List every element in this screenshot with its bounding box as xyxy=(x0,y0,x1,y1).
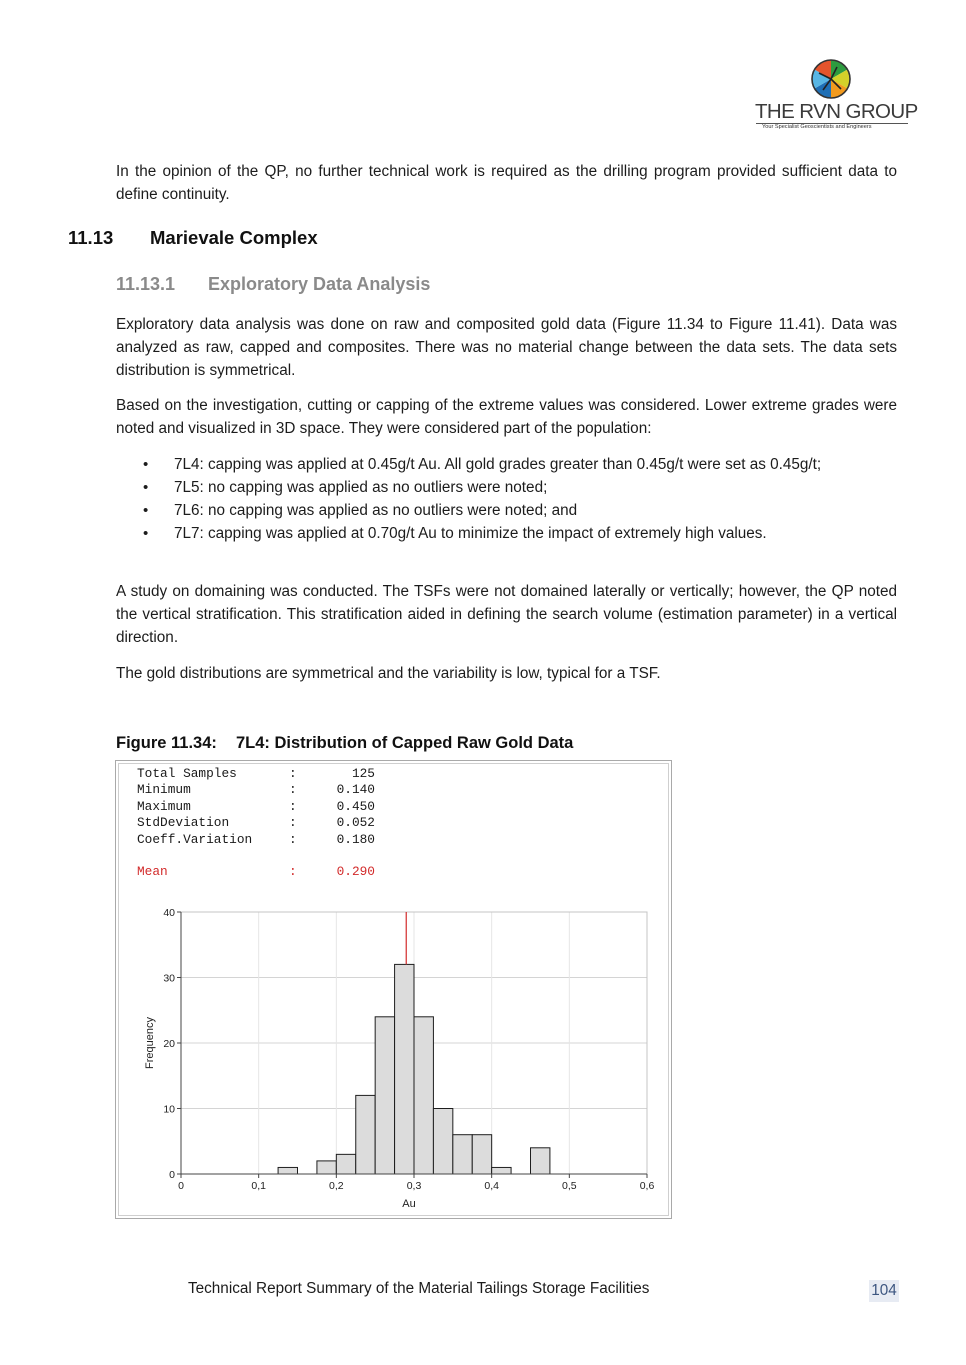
logo-wordmark: THE RVN GROUP xyxy=(755,100,918,123)
x-tick-label: 0 xyxy=(178,1180,184,1192)
stat-value: 0.140 xyxy=(336,782,375,798)
stat-separator: : xyxy=(289,831,297,847)
subsection-number: 11.13.1 xyxy=(116,274,176,294)
list-item: • 7L5: no capping was applied as no outliers were noted; xyxy=(116,476,897,499)
histogram-chart xyxy=(119,764,670,1217)
y-tick-label: 20 xyxy=(163,1038,175,1050)
figure-caption xyxy=(116,734,573,753)
section-heading xyxy=(68,227,318,249)
y-tick-label: 40 xyxy=(163,907,175,919)
paragraph-eda: Exploratory data analysis was done on raw and composited gold data (Figure 11.34 to Figure 11.41). Data was analyzed as raw, capped and composites. There was no material change between the data sets. The data sets distribution is symmetrical. xyxy=(116,316,897,379)
histogram-bar xyxy=(492,1167,511,1174)
list-item: • 7L7: capping was applied at 0.70g/t Au to minimize the impact of extremely high values. xyxy=(116,522,897,545)
stat-separator: : xyxy=(289,815,297,831)
subsection-title: Exploratory Data Analysis xyxy=(208,274,431,294)
y-tick-label: 0 xyxy=(169,1169,175,1181)
stat-label: StdDeviation xyxy=(137,815,230,831)
page-number: 104 xyxy=(869,1280,899,1302)
x-tick-label: 0,5 xyxy=(562,1180,577,1192)
logo-circle-icon xyxy=(752,58,912,100)
y-axis-title: Frequency xyxy=(144,1017,156,1069)
histogram-bar xyxy=(531,1148,550,1174)
stat-separator: : xyxy=(289,798,297,814)
x-tick-label: 0,1 xyxy=(251,1180,266,1192)
logo-tagline: Your Specialist Geoscientists and Engineers xyxy=(762,124,872,130)
stat-label: Total Samples xyxy=(137,766,237,781)
histogram-bar xyxy=(317,1161,336,1174)
capping-list xyxy=(116,453,897,545)
y-tick-label: 30 xyxy=(163,972,175,985)
y-tick-label: 10 xyxy=(163,1103,175,1116)
stat-value: 0.052 xyxy=(336,815,375,831)
histogram-bar xyxy=(433,1109,452,1175)
subsection-heading xyxy=(116,274,430,295)
mean-value: 0.290 xyxy=(336,863,375,879)
paragraph-distribution: The gold distributions are symmetrical and the variability is low, typical for a TSF. xyxy=(116,665,661,682)
stat-label: Maximum xyxy=(137,798,191,814)
stat-value: 0.180 xyxy=(336,831,375,847)
company-logo xyxy=(752,58,918,134)
stat-separator: : xyxy=(289,782,297,798)
footer-text: Technical Report Summary of the Material Tailings Storage Facilities xyxy=(188,1280,650,1297)
stat-value: 0.450 xyxy=(336,798,375,814)
x-tick-label: 0,3 xyxy=(406,1180,422,1192)
figure-number: Figure 11.34: xyxy=(116,734,217,752)
x-tick-label: 0,2 xyxy=(329,1180,344,1192)
histogram-bar xyxy=(453,1135,472,1174)
list-item: • 7L6: no capping was applied as no outliers were noted; and xyxy=(116,499,897,522)
x-tick-label: 0,6 xyxy=(639,1180,655,1192)
histogram-bar xyxy=(356,1095,375,1174)
histogram-bar xyxy=(278,1167,297,1174)
list-item: • 7L4: capping was applied at 0.45g/t Au. All gold grades greater than 0.45g/t were set as 0.45g/t; xyxy=(116,453,897,476)
stat-value: 125 xyxy=(351,766,375,781)
mean-label: Mean xyxy=(137,863,168,879)
paragraph-capping: Based on the investigation, cutting or capping of the extreme values was considered. Lower extreme grades were noted and visualized in 3D space. They were considered part of the population: xyxy=(116,397,897,437)
x-axis-title: Au xyxy=(402,1198,416,1210)
stat-label: Minimum xyxy=(137,782,191,798)
histogram-bar xyxy=(472,1135,491,1174)
section-title: Marievale Complex xyxy=(150,227,318,248)
histogram-bar xyxy=(336,1154,355,1174)
section-number: 11.13 xyxy=(68,227,114,248)
mean-separator: : xyxy=(289,863,297,879)
stat-separator: : xyxy=(289,766,297,781)
histogram-figure xyxy=(115,760,672,1219)
x-tick-label: 0,4 xyxy=(484,1180,499,1192)
histogram-panel xyxy=(118,763,669,1216)
stat-label: Coeff.Variation xyxy=(137,831,253,847)
paragraph-domaining: A study on domaining was conducted. The TSFs were not domained laterally or vertically; however, the QP noted the vertical stratification. This stratification aided in defining the search volume (estimation parameter) in a vertical direction. xyxy=(116,583,897,646)
figure-title: 7L4: Distribution of Capped Raw Gold Data xyxy=(236,734,574,752)
histogram-bar xyxy=(375,1017,394,1174)
intro-paragraph: In the opinion of the QP, no further technical work is required as the drilling program provided sufficient data to define continuity. xyxy=(116,163,897,203)
histogram-bar xyxy=(414,1017,433,1174)
histogram-bar xyxy=(395,964,414,1174)
